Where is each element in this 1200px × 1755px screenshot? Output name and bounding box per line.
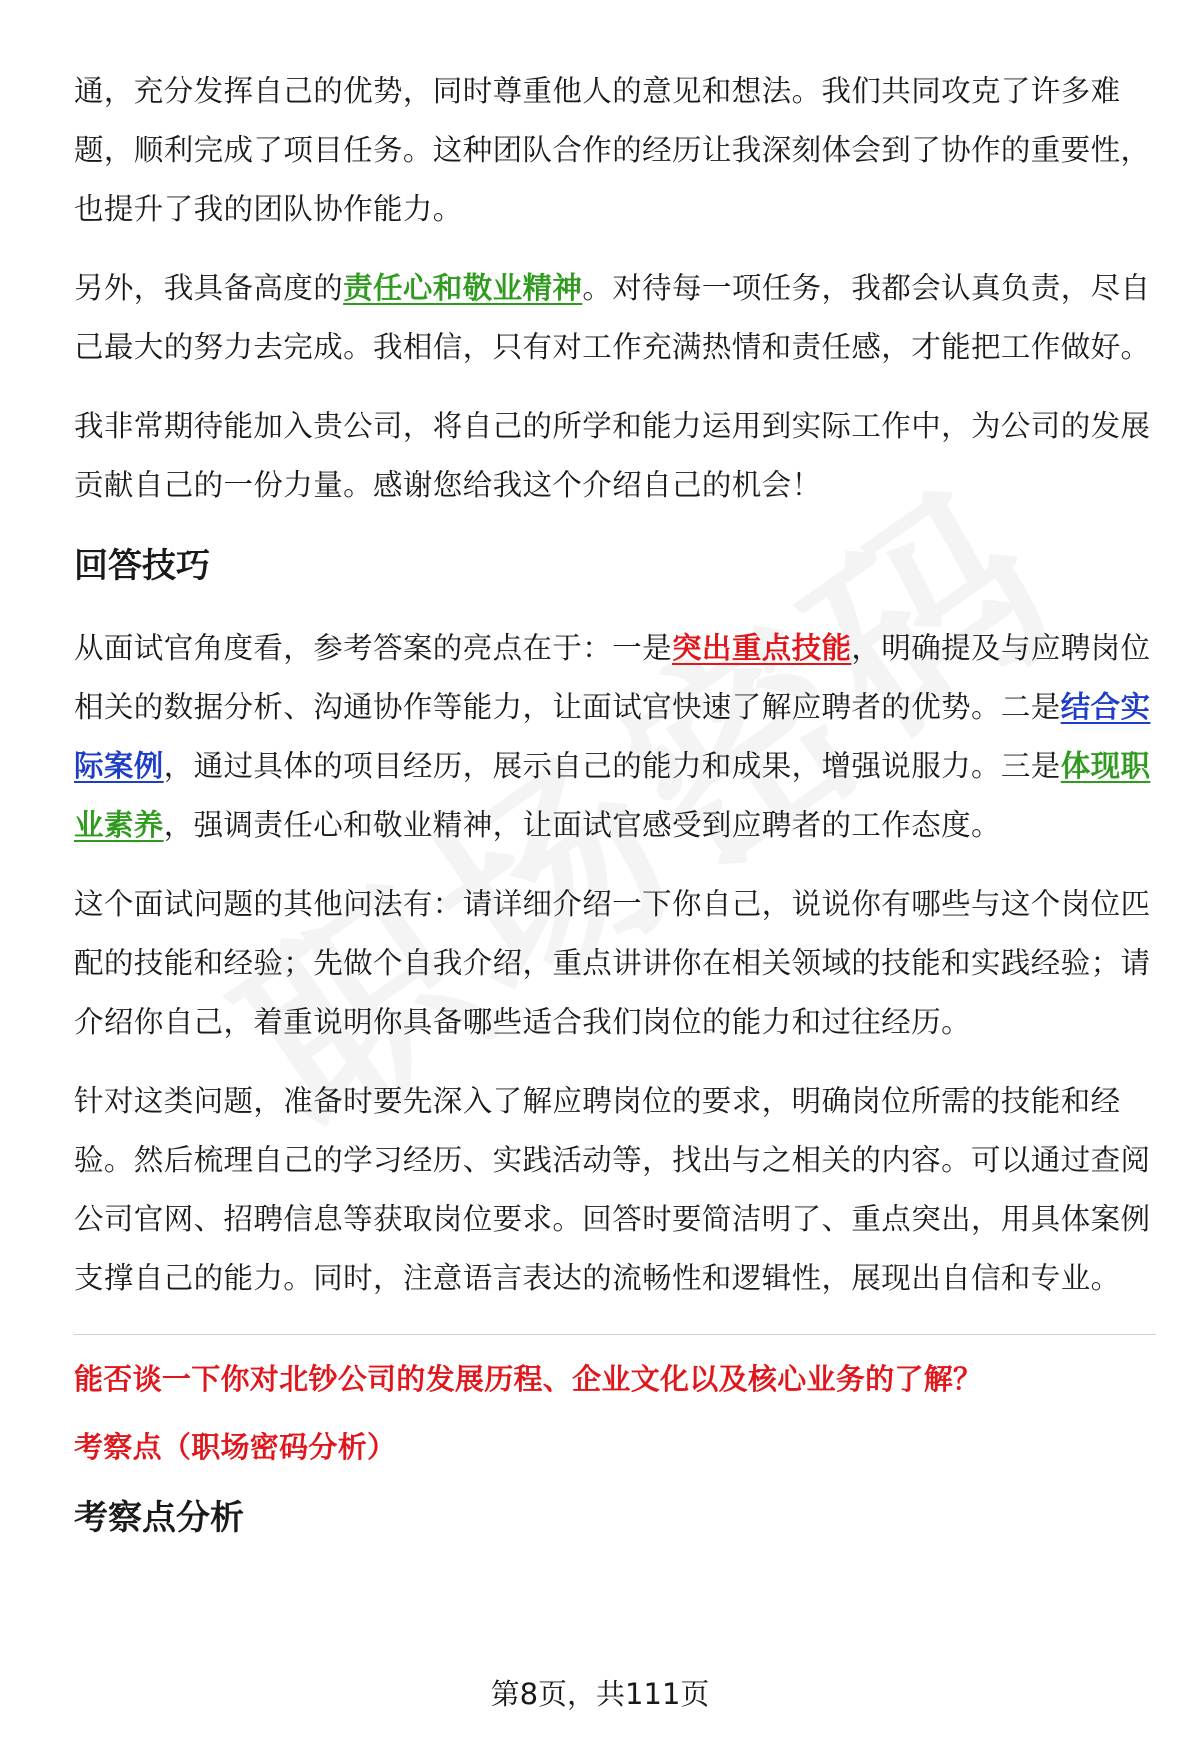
- text: 另外，我具备高度的: [74, 271, 344, 305]
- text: 。对待每一项任务，我都会认真负责，尽自己最大的努力去完成。我相信，只有对工作充满热情和责任感，才能把工作做好。: [74, 271, 1151, 364]
- text: 通，充分发挥自己的优势，同时尊重他人的意见和想法。我们共同攻克了许多难题，顺利完成了项目任务。这种团队合作的经历让我深刻体会到了协作的重要性，也提升了我的团队协作能力。: [74, 74, 1151, 226]
- section-divider: [74, 1334, 1156, 1335]
- intro-paragraph-3: [74, 397, 1154, 515]
- text: ，通过具体的项目经历，展示自己的能力和成果，增强说服力。三是: [163, 749, 1061, 783]
- page-footer: 第8页，共111页: [490, 1677, 710, 1711]
- text: ，明确提及与应聘岗位相关的数据分析、沟通协作等能力，让面试官快速了解应聘者的优势。二是: [74, 631, 1151, 724]
- text: 从面试官角度看，参考答案的亮点在于：一是: [74, 631, 673, 665]
- page-content: [74, 62, 1154, 1543]
- text: 我非常期待能加入贵公司，将自己的所学和能力运用到实际工作中，为公司的发展贡献自己的一份力量。感谢您给我这个介绍自己的机会！: [74, 409, 1151, 502]
- intro-paragraph-2: [74, 259, 1154, 377]
- text: ，强调责任心和敬业精神，让面试官感受到应聘者的工作态度。: [163, 808, 1001, 842]
- section-heading-analysis: 考察点分析: [74, 1498, 244, 1538]
- highlight-responsibility: 责任心和敬业精神: [343, 271, 583, 305]
- tips-paragraph-2: 这个面试问题的其他问法有：请详细介绍一下你自己，说说你有哪些与这个岗位匹配的技能和经验；先做个自我介绍，重点讲讲你在相关领域的技能和实践经验；请介绍你自己，着重说明你具备哪些适合我们岗位的能力和过往经历。: [74, 887, 1151, 1039]
- tips-paragraph-3: 针对这类问题，准备时要先深入了解应聘岗位的要求，明确岗位所需的技能和经验。然后梳理自己的学习经历、实践活动等，找出与之相关的内容。可以通过查阅公司官网、招聘信息等获取岗位要求。回答时要简洁明了、重点突出，用具体案例支撑自己的能力。同时，注意语言表达的流畅性和逻辑性，展现出自信和专业。: [74, 1084, 1151, 1295]
- section-heading-tips: 回答技巧: [74, 546, 210, 586]
- tips-paragraph-1: [74, 619, 1154, 855]
- intro-paragraph-1: [74, 62, 1154, 239]
- highlight-real-cases: 结合实际案例: [74, 690, 1151, 783]
- highlight-professionalism: 体现职业素养: [74, 749, 1151, 842]
- next-question-label: 考察点（职场密码分析）: [74, 1430, 397, 1464]
- highlight-key-skills: 突出重点技能: [672, 631, 852, 665]
- next-question-title: 能否谈一下你对北钞公司的发展历程、企业文化以及核心业务的了解？: [74, 1362, 983, 1396]
